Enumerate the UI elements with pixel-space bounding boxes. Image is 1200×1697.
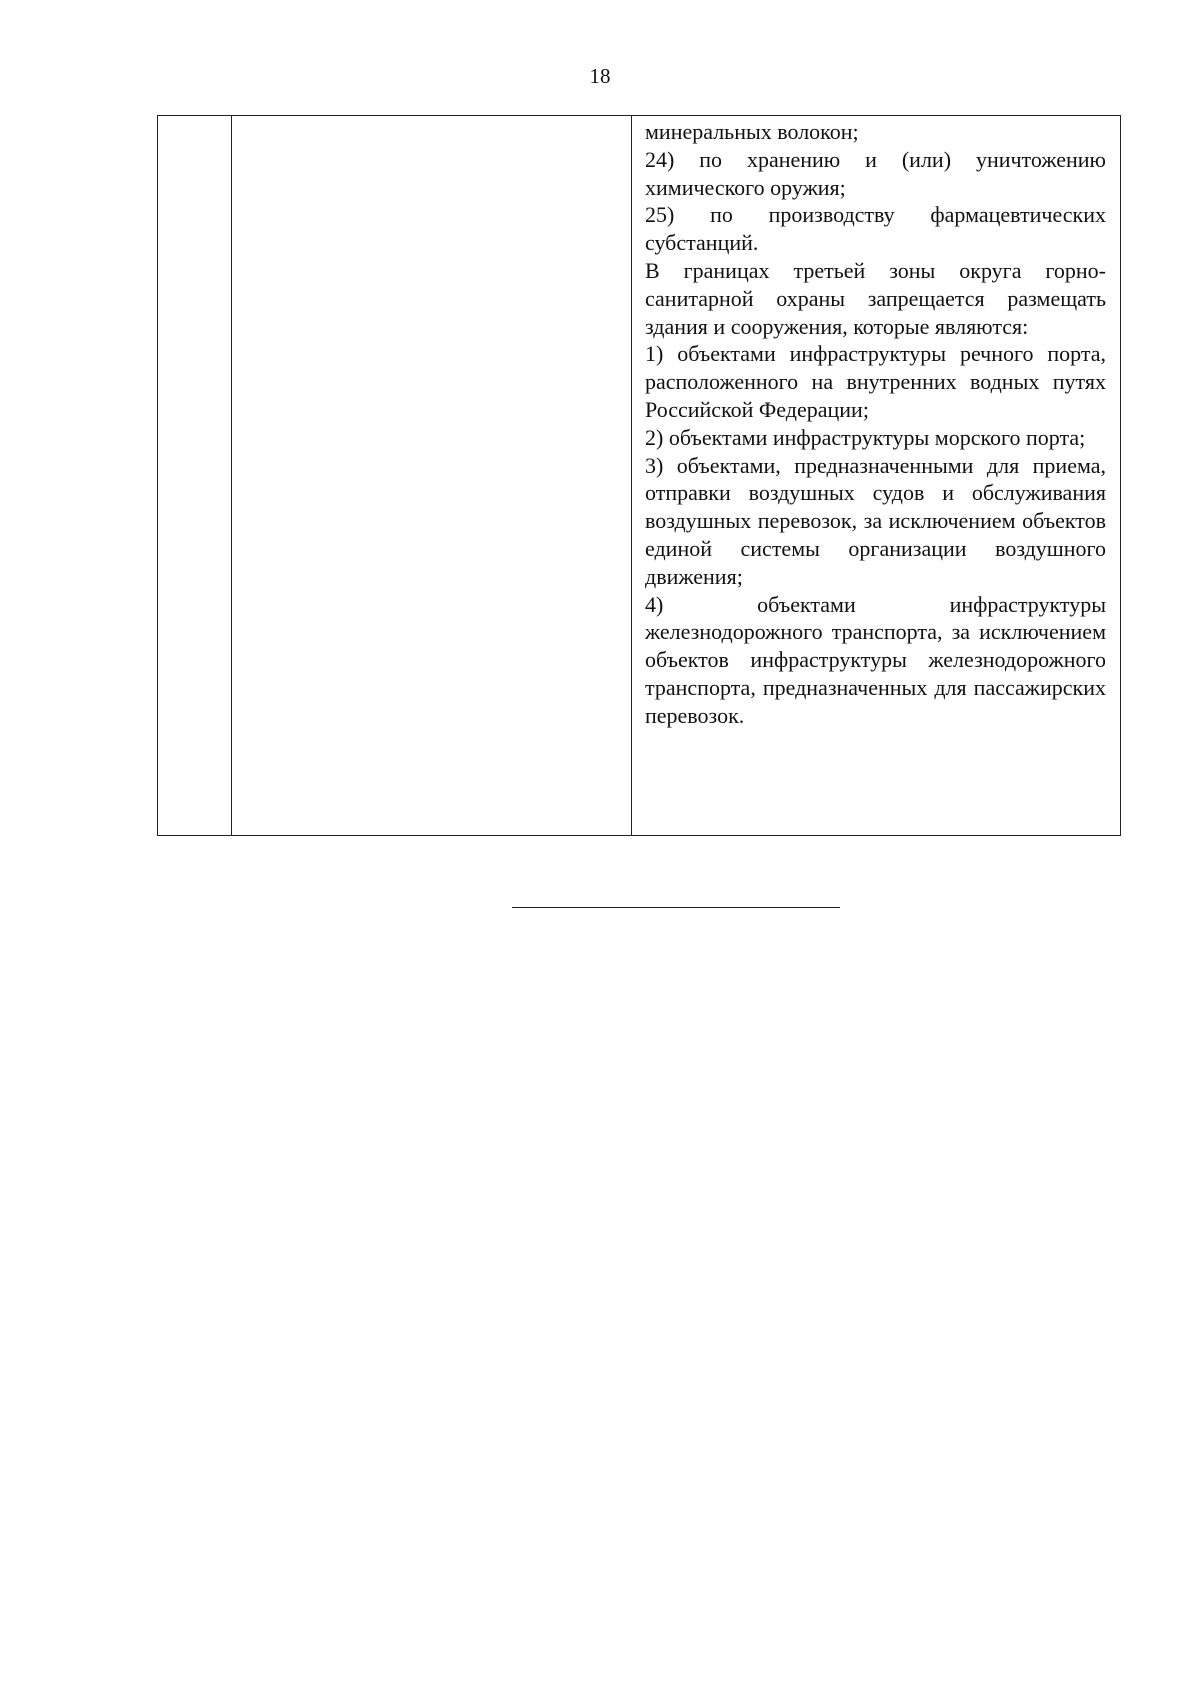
column-divider-1 (231, 116, 232, 835)
column-divider-2 (631, 116, 632, 835)
paragraph-item-1: 1) объектами инфраструктуры речного порта, расположенного на внутренних водных путях Российской Федерации; (645, 341, 1106, 422)
document-table (157, 115, 1121, 836)
page-number: 18 (589, 64, 611, 88)
paragraph-item-4: 4) объектами инфраструктуры железнодорожного транспорта, за исключением объектов инфраструктуры железнодорожного транспорта, предназначенных для пассажирских перевозок. (645, 591, 1106, 728)
paragraph-item-25: 25) по производству фармацевтических субстанций. (645, 202, 1106, 256)
table-cell-requirements (645, 118, 1106, 730)
paragraph-item-2: 2) объектами инфраструктуры морского порта; (645, 424, 1086, 450)
paragraph-third-zone-intro: В границах третьей зоны округа горно-санитарной охраны запрещается размещать здания и сооружения, которые являются: (645, 257, 1106, 339)
end-of-document-rule (512, 907, 840, 908)
paragraph-item-3: 3) объектами, предназначенными для приема, отправки воздушных судов и обслуживания воздушных перевозок, за исключением объектов единой системы организации воздушного движения; (645, 452, 1106, 589)
paragraph-continuation: минеральных волокон; (645, 119, 859, 144)
paragraph-item-24: 24) по хранению и (или) уничтожению химического оружия; (645, 146, 1106, 200)
